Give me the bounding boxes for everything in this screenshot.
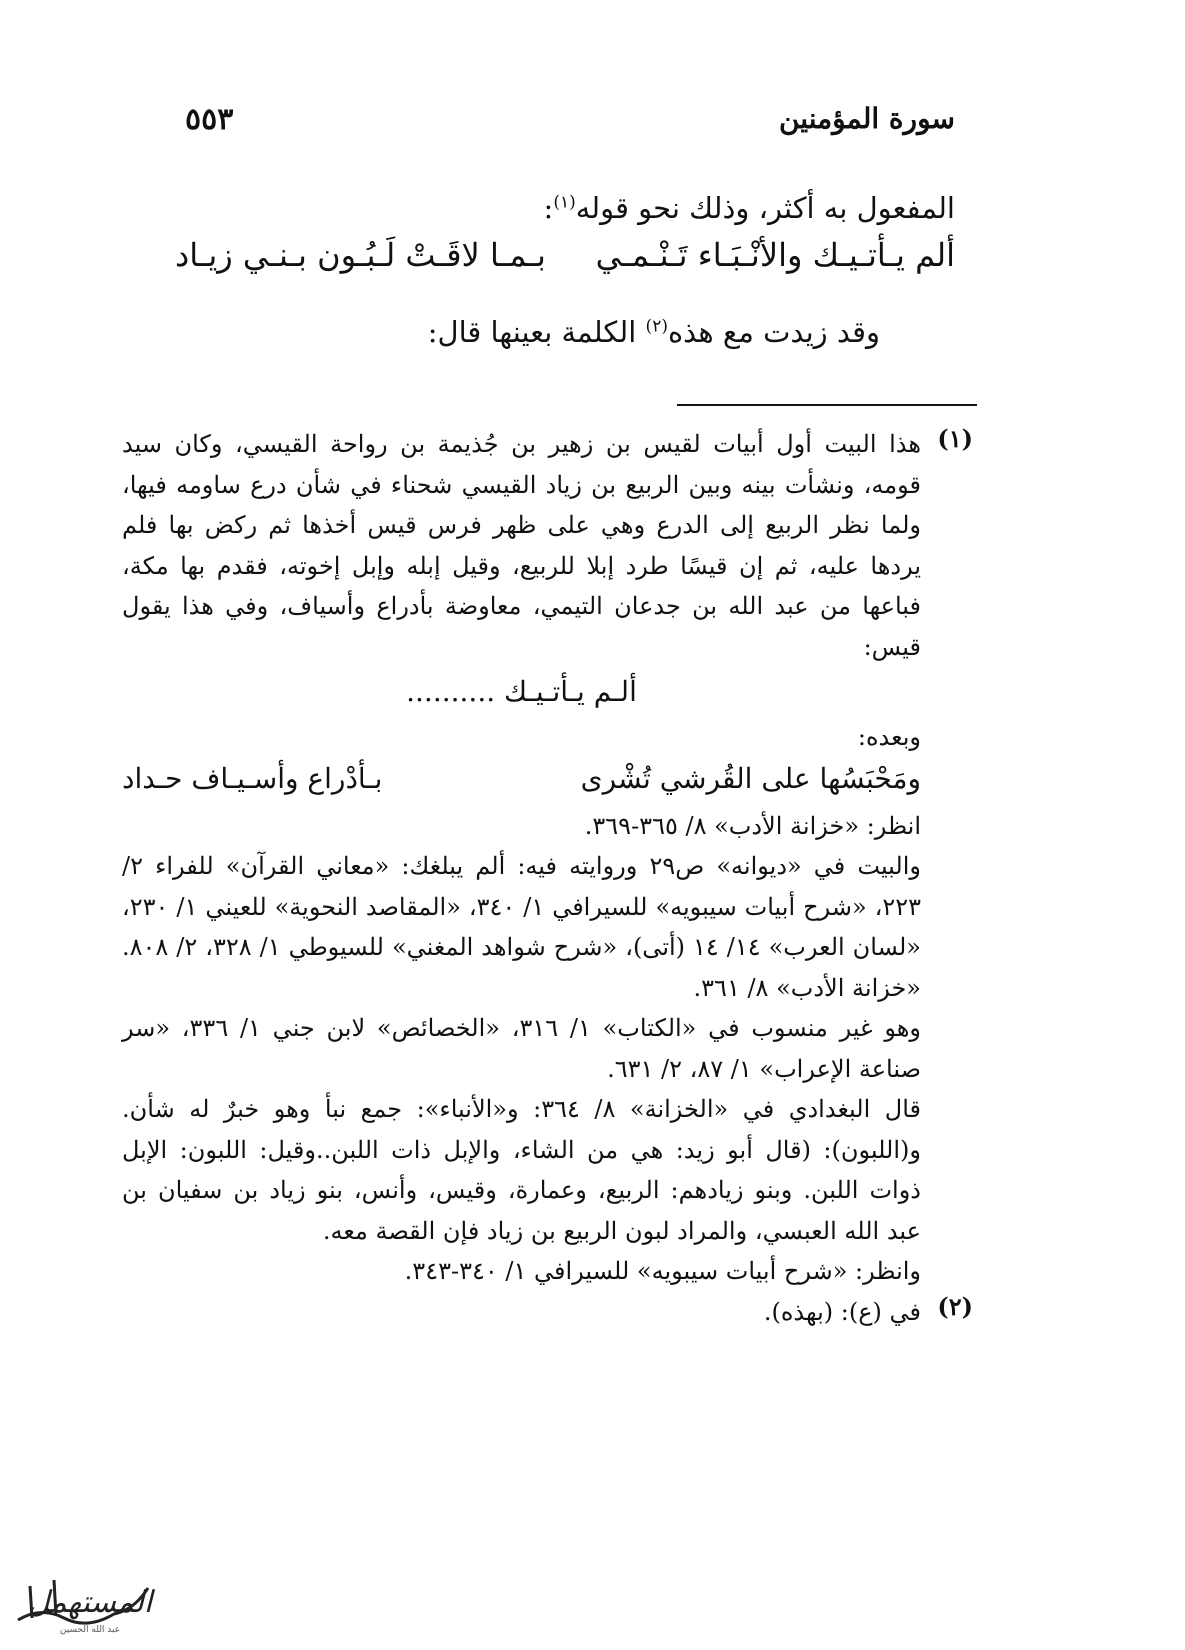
footnote-1-verse-2 [122,758,921,806]
footnote-1 [122,424,973,1292]
footnote-1-verse-2-second: بـأدْراع وأسـيـاف حـداد [122,761,383,795]
footnote-1-paragraph-1: هذا البيت أول أبيات لقيس بن زهير بن جُذيمة بن رواحة القيسي، وكان سيد قومه، ونشأت بينه وبين الربيع بن زياد القيسي شحناء في شأن درع ساومه فيها، ولما نظر الربيع إلى الدرع وهي على ظهر فرس قيس أخذها ثم ركض بها فلم يردها عليه، ثم إن قيسًا طرد إبلا للربيع، وقيل إبله وإبل إخوته، فقدم بها مكة، فباعها من عبد الله بن جدعان التيمي، معاوضة بأدراع وأسياف، وفي هذا يقول قيس: [122,430,921,661]
footnote-2-mark: (٢) [937,1291,973,1321]
main-line-1-text: المفعول به أكثر، وذلك نحو قوله [575,191,955,225]
footnote-ref-2[interactable]: (٢) [645,316,668,337]
footnote-1-verse-2-first: ومَحْبَسُها على القُرشي تُشْرى [580,761,921,795]
footnote-1-after-label: وبعده: [857,723,921,751]
main-line-1-colon: : [543,191,554,225]
calligraphy-logo [6,1568,156,1636]
footnote-ref-1[interactable]: (١) [553,192,576,213]
main-text [175,188,955,352]
footnotes [122,424,973,1332]
logo-subtext: عبد الله الحسين [59,1625,121,1635]
main-line-3 [175,312,955,352]
footnote-separator [677,404,977,406]
main-line-1 [175,188,955,228]
verse-1-second-hemistich: بـمـا لاقَـتْ لَـبُـون بـنـي زيـاد [175,236,546,274]
footnote-1-paragraph-3: وهو غير منسوب في «الكتاب» ١/ ٣١٦، «الخصائص» لابن جني ١/ ٣٣٦، «سر صناعة الإعراب» ١/ ٨٧، ٢/ ٦٣١. [122,1014,922,1083]
footnote-1-mark: (١) [937,424,973,453]
footnote-1-paragraph-2: والبيت في «ديوانه» ص٢٩ وروايته فيه: ألم يبلغك: «معاني القرآن» للفراء ٢/ ٢٢٣، «شرح أبيات سيبويه» للسيرافي ١/ ٣٤٠، «المقاصد النحوية» للعيني ١/ ٢٣٠، «لسان العرب» ١٤/ ١٤ (أتى)، «شرح شواهد المغني» للسيوطي ١/ ٣٢٨، ٢/ ٨٠٨. «خزانة الأدب» ٨/ ٣٦١. [122,852,922,1002]
logo-text: المستهمل [27,1585,153,1620]
running-title: سورة المؤمنين [778,102,955,135]
main-line-3-end: الكلمة بعينها قال: [427,315,646,349]
main-line-3-start: وقد زيدت مع هذه [667,315,880,349]
page-header [185,102,955,148]
footnote-2-text: في (ع): (بهذه). [763,1297,921,1326]
footnote-1-verse-opening: ألـم يـأتـيـك .......... [406,675,637,708]
footnote-1-reference-2: وانظر: «شرح أبيات سيبويه» للسيرافي ١/ ٣٤٠-٣٤٣. [404,1257,921,1285]
verse-1 [175,236,955,300]
footnote-1-reference-1: انظر: «خزانة الأدب» ٨/ ٣٦٥-٣٦٩. [584,811,921,840]
page-number: ٥٥٣ [185,102,234,137]
footnote-2 [122,1292,973,1333]
verse-1-first-hemistich: ألم يـأتـيـك والأنْـبَـاء تَـنْـمـي [595,236,955,274]
footnote-1-paragraph-4: قال البغدادي في «الخزانة» ٨/ ٣٦٤: و«الأنباء»: جمع نبأ وهو خبرٌ له شأن. و(اللبون): (قال أبو زيد: هي من الشاء، والإبل ذات اللبن..وقيل: اللبون: الإبل ذوات اللبن. وبنو زيادهم: الربيع، وعمارة، وقيس، وأنس، بنو زياد بن سفيان بن عبد الله العبسي، والمراد لبون الربيع بن زياد فإن القصة معه. [122,1095,921,1245]
